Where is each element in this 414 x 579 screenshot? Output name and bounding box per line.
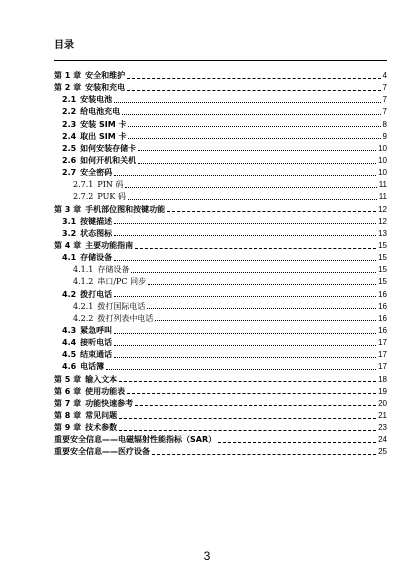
toc-entry[interactable] xyxy=(54,70,387,82)
toc-entry-page: 18 xyxy=(378,374,387,384)
toc-entry-page: 20 xyxy=(378,398,387,408)
toc-entry-title: PUK 码 xyxy=(97,192,126,202)
toc-entry-number: 4.4 xyxy=(62,338,77,348)
toc-entry-number: 4.3 xyxy=(62,326,77,336)
toc-entry-page: 15 xyxy=(378,277,387,287)
toc-entry-page: 10 xyxy=(378,156,387,166)
toc-entry[interactable] xyxy=(54,119,387,131)
toc-entry[interactable] xyxy=(54,337,387,349)
toc-entry-page: 17 xyxy=(378,362,387,372)
toc-leader-dots xyxy=(106,368,376,370)
toc-entry-number: 2.6 xyxy=(62,156,77,166)
toc-entry-title: 安全和维护 xyxy=(85,71,126,81)
toc-entry-title: 状态图标 xyxy=(80,228,113,238)
toc-entry-number: 2.5 xyxy=(62,143,77,153)
toc-entry-number: 2.3 xyxy=(62,119,77,129)
toc-entry-number: 第 6 章 xyxy=(54,386,82,396)
toc-entry-page: 16 xyxy=(378,313,387,323)
toc-entry[interactable] xyxy=(54,155,387,167)
toc-entry-title: 拨打电话 xyxy=(80,289,113,299)
toc-entry-number: 第 9 章 xyxy=(54,423,82,433)
toc-entry[interactable] xyxy=(54,204,387,216)
toc-entry-title: 使用功能表 xyxy=(85,386,126,396)
toc-entry-title: 技术参数 xyxy=(85,423,118,433)
toc-entry-number: 第 5 章 xyxy=(54,374,82,384)
toc-leader-dots xyxy=(114,259,376,261)
toc-entry-number: 2.7.2 xyxy=(73,192,94,202)
toc-entry[interactable] xyxy=(54,131,387,143)
toc-entry[interactable] xyxy=(54,422,387,434)
toc-entry-page: 9 xyxy=(382,131,387,141)
toc-entry[interactable] xyxy=(54,240,387,252)
toc-entry-number: 第 4 章 xyxy=(54,241,82,251)
toc-entry-number: 4.6 xyxy=(62,362,77,372)
toc-entry[interactable] xyxy=(54,289,387,301)
toc-entry-number: 第 7 章 xyxy=(54,398,82,408)
toc-entry-page: 7 xyxy=(382,83,387,93)
toc-entry-page: 11 xyxy=(378,180,387,190)
toc-entry[interactable] xyxy=(54,264,387,276)
toc-leader-dots xyxy=(131,271,376,273)
toc-entry-number: 2.1 xyxy=(62,95,77,105)
toc-entry-page: 10 xyxy=(378,168,387,178)
toc-leader-dots xyxy=(138,149,376,151)
toc-entry-number: 第 3 章 xyxy=(54,204,82,214)
toc-entry[interactable] xyxy=(54,410,387,422)
toc-leader-dots xyxy=(135,404,376,406)
toc-entry-number: 2.4 xyxy=(62,131,77,141)
toc-entry-number: 4.2.2 xyxy=(73,313,94,323)
toc-entry-number: 第 1 章 xyxy=(54,71,82,81)
toc-entry-page: 13 xyxy=(378,228,387,238)
toc-entry-page: 4 xyxy=(382,71,387,81)
toc-entry-page: 21 xyxy=(378,411,387,420)
toc-entry-page: 16 xyxy=(378,326,387,336)
toc-entry[interactable] xyxy=(54,349,387,361)
toc-entry-title: 主要功能指南 xyxy=(85,241,134,251)
toc-entry[interactable] xyxy=(54,325,387,337)
toc-entry-number: 2.2 xyxy=(62,107,77,117)
toc-entry-page: 7 xyxy=(382,107,387,117)
toc-leader-dots xyxy=(114,234,376,236)
toc-entry[interactable] xyxy=(54,361,387,373)
toc-entry-title: 结束通话 xyxy=(80,350,113,360)
toc-entry-number: 2.7.1 xyxy=(73,180,94,190)
toc-leader-dots xyxy=(119,429,376,431)
toc-entry-title: 取出 SIM 卡 xyxy=(80,131,127,141)
toc-entry-page: 11 xyxy=(378,192,387,202)
title-divider xyxy=(54,60,387,61)
toc-entry-title: 重要安全信息——医疗设备 xyxy=(54,447,150,457)
toc-entry[interactable] xyxy=(54,398,387,410)
toc-entry-title: 如何安装存储卡 xyxy=(80,143,137,153)
toc-entry[interactable] xyxy=(54,301,387,313)
toc-leader-dots xyxy=(122,113,380,115)
toc-entry-title: 如何开机和关机 xyxy=(80,156,137,166)
toc-leader-dots xyxy=(128,125,380,127)
toc-leader-dots xyxy=(114,332,376,334)
toc-leader-dots xyxy=(114,222,376,224)
toc-entry-page: 17 xyxy=(378,350,387,360)
toc-entry-page: 8 xyxy=(382,119,387,129)
toc-leader-dots xyxy=(114,174,376,176)
toc-entry-title: 重要安全信息——电磁辐射性能指标（SAR） xyxy=(54,435,217,445)
toc-entry-title: 紧急呼叫 xyxy=(80,326,113,336)
toc-entry-number: 4.5 xyxy=(62,350,77,360)
toc-entry-title: 常见问题 xyxy=(85,411,118,420)
toc-leader-dots xyxy=(135,247,376,249)
toc-leader-dots xyxy=(127,89,380,91)
toc-entry-page: 12 xyxy=(378,216,387,226)
toc-entry-number: 4.2 xyxy=(62,289,77,299)
toc-leader-dots xyxy=(119,417,376,419)
toc-entry-title: 按键描述 xyxy=(80,216,113,226)
toc-entry-number: 第 8 章 xyxy=(54,411,82,420)
toc-entry[interactable] xyxy=(54,191,387,203)
toc-entry-page: 25 xyxy=(378,447,387,457)
toc-entry-page: 15 xyxy=(378,265,387,275)
toc-leader-dots xyxy=(147,307,376,309)
toc-entry[interactable] xyxy=(54,313,387,325)
toc-entry[interactable] xyxy=(54,276,387,288)
toc-entry[interactable] xyxy=(54,446,387,458)
toc-entry-title: 串口/PC 同步 xyxy=(97,277,147,287)
toc-entry-title: 安装电池 xyxy=(80,95,113,105)
toc-entry-number: 4.2.1 xyxy=(73,301,94,311)
toc-entry-number: 3.1 xyxy=(62,216,77,226)
toc-leader-dots xyxy=(155,319,376,321)
toc-entry[interactable] xyxy=(54,167,387,179)
toc-leader-dots xyxy=(125,186,376,188)
toc-entry[interactable] xyxy=(54,252,387,264)
toc-entry-page: 7 xyxy=(382,95,387,105)
toc-entry-title: 功能快速参考 xyxy=(85,398,134,408)
toc-entry-number: 第 2 章 xyxy=(54,83,82,93)
toc-leader-dots xyxy=(127,392,376,394)
toc-entry-title: 存储设备 xyxy=(97,265,130,275)
toc-entry-page: 15 xyxy=(378,253,387,263)
toc-leader-dots xyxy=(114,344,376,346)
toc-entry-title: PIN 码 xyxy=(97,180,124,190)
toc-entry-title: 安装 SIM 卡 xyxy=(80,119,127,129)
toc-entry-page: 15 xyxy=(378,241,387,251)
page-number: 3 xyxy=(203,549,211,563)
toc-entry[interactable] xyxy=(54,216,387,228)
toc-entry[interactable] xyxy=(54,179,387,191)
toc-entry-page: 10 xyxy=(378,143,387,153)
toc-entry[interactable] xyxy=(54,94,387,106)
toc-entry-title: 安装和充电 xyxy=(85,83,126,93)
toc-entry[interactable] xyxy=(54,82,387,94)
toc-leader-dots xyxy=(127,77,380,79)
toc-entry-page: 12 xyxy=(378,204,387,214)
toc-leader-dots xyxy=(148,283,376,285)
toc-leader-dots xyxy=(138,162,376,164)
toc-entry[interactable] xyxy=(54,228,387,240)
toc-entry-page: 24 xyxy=(378,435,387,445)
toc-entry-title: 输入文本 xyxy=(85,374,118,384)
toc-leader-dots xyxy=(152,453,376,455)
toc-entry-title: 安全密码 xyxy=(80,168,113,178)
toc-entry-title: 手机部位图和按键功能 xyxy=(85,204,166,214)
toc-entry-title: 给电池充电 xyxy=(80,107,121,117)
toc-leader-dots xyxy=(167,210,376,212)
toc-entry-number: 4.1 xyxy=(62,253,77,263)
toc-entry-page: 16 xyxy=(378,301,387,311)
toc-entry-number: 2.7 xyxy=(62,168,77,178)
toc-entry-title: 接听电话 xyxy=(80,338,113,348)
toc-entry-title: 拨打国际电话 xyxy=(97,301,146,311)
toc-entry[interactable] xyxy=(54,374,387,386)
toc-entry[interactable] xyxy=(54,386,387,398)
toc-entry-page: 16 xyxy=(378,289,387,299)
toc-entry-title: 电话簿 xyxy=(80,362,105,372)
toc-leader-dots xyxy=(128,137,380,139)
toc-entry-number: 3.2 xyxy=(62,228,77,238)
toc-entry[interactable] xyxy=(54,106,387,118)
toc-entry-number: 4.1.2 xyxy=(73,277,94,287)
toc-entry-page: 19 xyxy=(378,386,387,396)
toc-leader-dots xyxy=(114,295,376,297)
toc-leader-dots xyxy=(114,101,380,103)
toc-entry[interactable] xyxy=(54,143,387,155)
toc-leader-dots xyxy=(119,380,376,382)
toc-entry-page: 17 xyxy=(378,338,387,348)
page-title: 目录 xyxy=(54,40,74,51)
toc-entry-number: 4.1.1 xyxy=(73,265,94,275)
toc-entry-title: 存储设备 xyxy=(80,253,113,263)
toc-leader-dots xyxy=(218,441,376,443)
table-of-contents xyxy=(54,70,387,459)
toc-entry-page: 23 xyxy=(378,423,387,433)
toc-leader-dots xyxy=(128,198,377,200)
toc-entry[interactable] xyxy=(54,434,387,446)
toc-leader-dots xyxy=(114,356,376,358)
toc-entry-title: 拨打列表中电话 xyxy=(97,313,154,323)
